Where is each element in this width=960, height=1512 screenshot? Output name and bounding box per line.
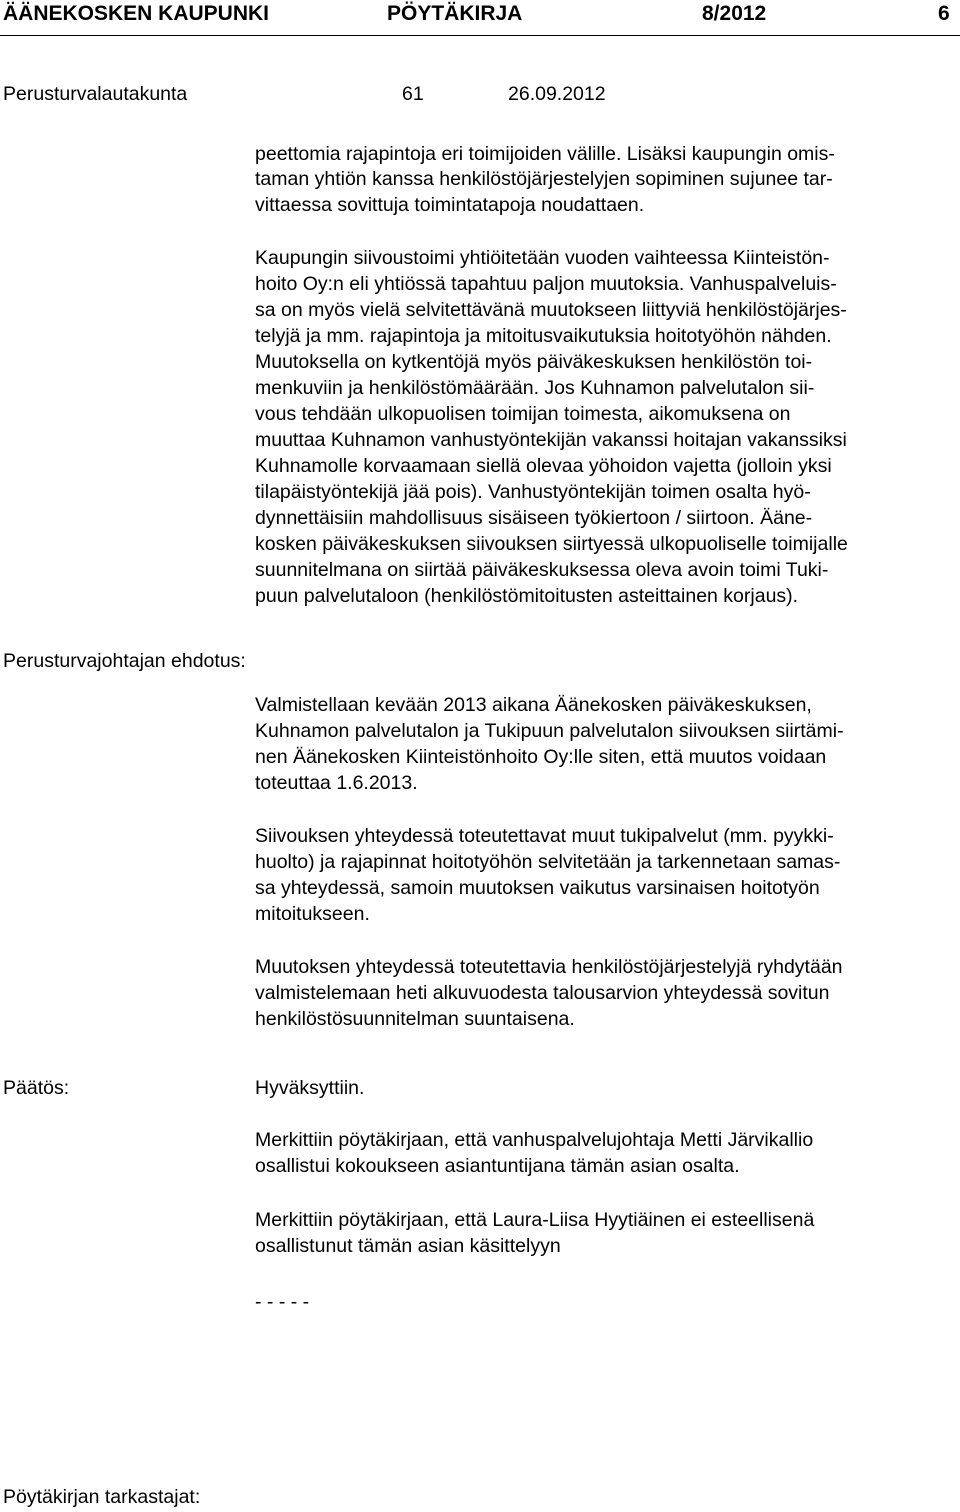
body-line: vittaessa sovittuja toimintatapoja noudattaen. — [255, 194, 645, 216]
body-line: Kuhnamolle korvaamaan siellä olevaa yöhoidon vajetta (jolloin yksi — [255, 455, 832, 477]
body-line: taman yhtiön kanssa henkilöstöjärjestelyjen sopiminen sujunee tar- — [255, 168, 833, 190]
document-number: 8/2012 — [702, 2, 767, 25]
end-marker: - - - - - — [255, 1291, 310, 1313]
section-number: 61 — [402, 83, 424, 105]
body-line: telyjä ja mm. rajapintoja ja mitoitusvaikutuksia hoitotyöhön nähden. — [255, 325, 832, 347]
body-line: muuttaa Kuhnamon vanhustyöntekijän vakanssi hoitajan vakanssiksi — [255, 429, 847, 451]
decision-text: Hyväksyttiin. — [255, 1077, 365, 1099]
body-line: osallistunut tämän asian käsittelyyn — [255, 1235, 561, 1257]
body-line: valmistelemaan heti alkuvuodesta talousarvion yhteydessä sovitun — [255, 982, 830, 1004]
committee-name: Perusturvalautakunta — [3, 83, 188, 105]
reviewers-label: Pöytäkirjan tarkastajat: — [3, 1486, 201, 1508]
decision-label: Päätös: — [3, 1077, 70, 1099]
body-line: tilapäistyöntekijä jää pois). Vanhustyöntekijän toimen osalta hyö- — [255, 481, 811, 503]
meeting-date: 26.09.2012 — [508, 83, 606, 105]
body-line: puun palvelutaloon (henkilöstömitoitusten asteittainen korjaus). — [255, 585, 799, 607]
organization-name: ÄÄNEKOSKEN KAUPUNKI — [3, 2, 270, 25]
body-line: Muutoksen yhteydessä toteutettavia henkilöstöjärjestelyjä ryhdytään — [255, 956, 843, 978]
body-line: nen Äänekosken Kiinteistönhoito Oy:lle siten, että muutos voidaan — [255, 746, 827, 768]
body-line: Kuhnamon palvelutalon ja Tukipuun palvelutalon siivouksen siirtämi- — [255, 720, 844, 742]
body-line: Valmistellaan kevään 2013 aikana Äänekosken päiväkeskuksen, — [255, 694, 812, 716]
body-line: Merkittiin pöytäkirjaan, että Laura-Liisa Hyytiäinen ei esteellisenä — [255, 1209, 815, 1231]
body-line: Siivouksen yhteydessä toteutettavat muut tukipalvelut (mm. pyykki- — [255, 825, 834, 847]
body-line: menkuviin ja henkilöstömäärään. Jos Kuhnamon palvelutalon sii- — [255, 377, 815, 399]
body-line: dynnettäisiin mahdollisuus sisäiseen työkiertoon / siirtoon. Ääne- — [255, 507, 813, 529]
body-line: kosken päiväkeskuksen siivouksen siirtyessä ulkopuoliselle toimijalle — [255, 533, 848, 555]
body-line: suunnitelmana on siirtää päiväkeskuksessa oleva avoin toimi Tuki- — [255, 559, 829, 581]
body-line: sa on myös vielä selvitettävänä muutokseen liittyviä henkilöstöjärjes- — [255, 299, 847, 321]
body-line: peettomia rajapintoja eri toimijoiden välille. Lisäksi kaupungin omis- — [255, 143, 835, 165]
page-number: 6 — [938, 2, 950, 25]
body-line: osallistui kokoukseen asiantuntijana tämän asian osalta. — [255, 1155, 740, 1177]
body-line: Kaupungin siivoustoimi yhtiöitetään vuoden vaihteessa Kiinteistön- — [255, 247, 830, 269]
body-line: mitoitukseen. — [255, 903, 370, 925]
body-line: toteuttaa 1.6.2013. — [255, 772, 418, 794]
body-line: vous tehdään ulkopuolisen toimijan toimesta, aikomuksena on — [255, 403, 791, 425]
body-line: hoito Oy:n eli yhtiössä tapahtuu paljon muutoksia. Vanhuspalveluis- — [255, 273, 837, 295]
header-divider — [0, 35, 960, 36]
body-line: henkilöstösuunnitelman suuntaisena. — [255, 1008, 575, 1030]
body-line: Merkittiin pöytäkirjaan, että vanhuspalvelujohtaja Metti Järvikallio — [255, 1129, 814, 1151]
body-line: sa yhteydessä, samoin muutoksen vaikutus varsinaisen hoitotyön — [255, 877, 820, 899]
body-line: Muutoksella on kytkentöjä myös päiväkeskuksen henkilöstön toi- — [255, 351, 813, 373]
document-type: PÖYTÄKIRJA — [387, 2, 523, 25]
body-line: huolto) ja rajapinnat hoitotyöhön selvitetään ja tarkennetaan samas- — [255, 851, 841, 873]
proposal-label: Perusturvajohtajan ehdotus: — [3, 650, 246, 672]
